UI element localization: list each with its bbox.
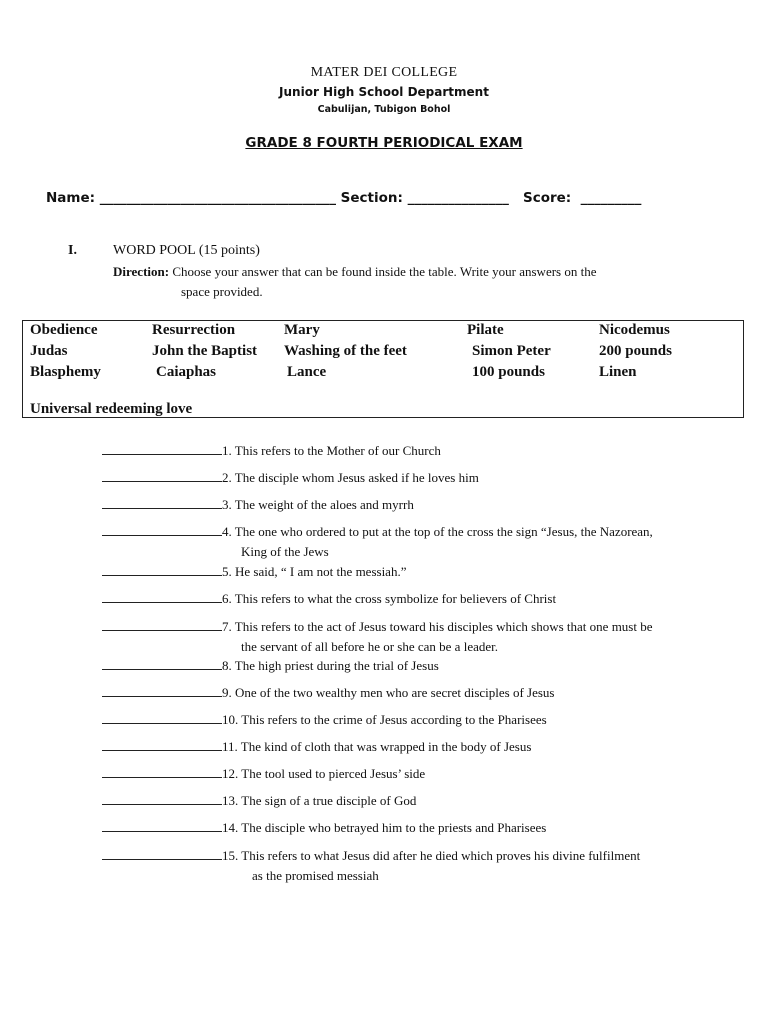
question-text: 14. The disciple who betrayed him to the priests and Pharisees [222,820,547,835]
word-pool-item: Washing of the feet [284,343,407,359]
word-pool-item: Universal redeeming love [30,401,193,417]
question-text: 2. The disciple whom Jesus asked if he loves him [222,470,479,485]
section-title-text: WORD POOL [113,243,196,258]
question-text-continued: as the promised messiah [252,868,379,883]
answer-blank[interactable] [102,563,222,576]
section-number: I. [68,243,77,258]
exam-title: GRADE 8 FOURTH PERIODICAL EXAM [245,135,523,151]
word-pool-item: Lance [287,364,327,380]
answer-blank[interactable] [102,618,222,631]
word-pool-item: Blasphemy [30,364,101,380]
question-4 [102,522,653,562]
name-section-score-line: Name: ___________________________________ Section: _______________ Score: _________ [46,190,642,206]
answer-blank[interactable] [102,847,222,860]
question-text-continued: the servant of all before he or she can be a leader. [241,639,498,654]
direction-line-2: space provided. [181,284,263,299]
question-14 [102,819,546,836]
direction-line-1: Choose your answer that can be found inside the table. Write your answers on the [172,264,597,279]
question-10 [102,711,547,728]
word-pool-item: Mary [284,322,320,338]
answer-blank[interactable] [102,590,222,603]
question-text: 7. This refers to the act of Jesus toward his disciples which shows that one must be [222,619,653,634]
question-text: 6. This refers to what the cross symbolize for believers of Christ [222,591,557,606]
question-5 [102,563,406,580]
question-7 [102,617,653,657]
question-text: 12. The tool used to pierced Jesus’ side [222,766,426,781]
question-11 [102,738,531,755]
word-pool-item: Judas [30,343,68,359]
question-3 [102,496,414,513]
answer-blank[interactable] [102,469,222,482]
question-text: 3. The weight of the aloes and myrrh [222,497,414,512]
question-2 [102,469,479,486]
word-pool-item: John the Baptist [152,343,258,359]
word-pool-table [22,320,744,418]
word-pool-item: Linen [599,364,637,380]
question-1 [102,442,441,459]
question-12 [102,765,425,782]
question-text: 9. One of the two wealthy men who are secret disciples of Jesus [222,685,555,700]
question-8 [102,657,439,674]
question-text: 5. He said, “ I am not the messiah.” [222,564,407,579]
school-name: MATER DEI COLLEGE [310,65,458,80]
question-text: 10. This refers to the crime of Jesus according to the Pharisees [222,712,547,727]
question-text: 11. The kind of cloth that was wrapped in the body of Jesus [222,739,532,754]
answer-blank[interactable] [102,442,222,455]
answer-blank[interactable] [102,496,222,509]
direction-text [113,262,713,302]
answer-blank[interactable] [102,792,222,805]
word-pool-item: Obedience [30,322,98,338]
question-9 [102,684,555,701]
question-text: 13. The sign of a true disciple of God [222,793,417,808]
question-13 [102,792,416,809]
question-15 [102,846,640,886]
answer-blank[interactable] [102,657,222,670]
word-pool-item: Resurrection [152,322,236,338]
answer-blank[interactable] [102,765,222,778]
section-points: (15 points) [198,243,260,258]
word-pool-item: Simon Peter [472,343,551,359]
answer-blank[interactable] [102,711,222,724]
answer-blank[interactable] [102,738,222,751]
word-pool-item: Nicodemus [599,322,670,338]
school-address: Cabulijan, Tubigon Bohol [317,104,451,115]
word-pool-item: Caiaphas [156,364,217,380]
department-name: Junior High School Department [279,85,489,99]
direction-label: Direction: [113,264,170,279]
answer-blank[interactable] [102,523,222,536]
answer-blank[interactable] [102,819,222,832]
question-6 [102,590,556,607]
question-text: 4. The one who ordered to put at the top of the cross the sign “Jesus, the Nazorean, [222,524,653,539]
answer-blank[interactable] [102,684,222,697]
word-pool-item: Pilate [467,322,504,338]
question-text-continued: King of the Jews [241,544,329,559]
question-text: 15. This refers to what Jesus did after he died which proves his divine fulfilment [222,848,641,863]
question-text: 8. The high priest during the trial of Jesus [222,658,439,673]
word-pool-item: 100 pounds [472,364,545,380]
question-text: 1. This refers to the Mother of our Church [222,443,441,458]
word-pool-item: 200 pounds [599,343,672,359]
section-title [113,243,260,259]
